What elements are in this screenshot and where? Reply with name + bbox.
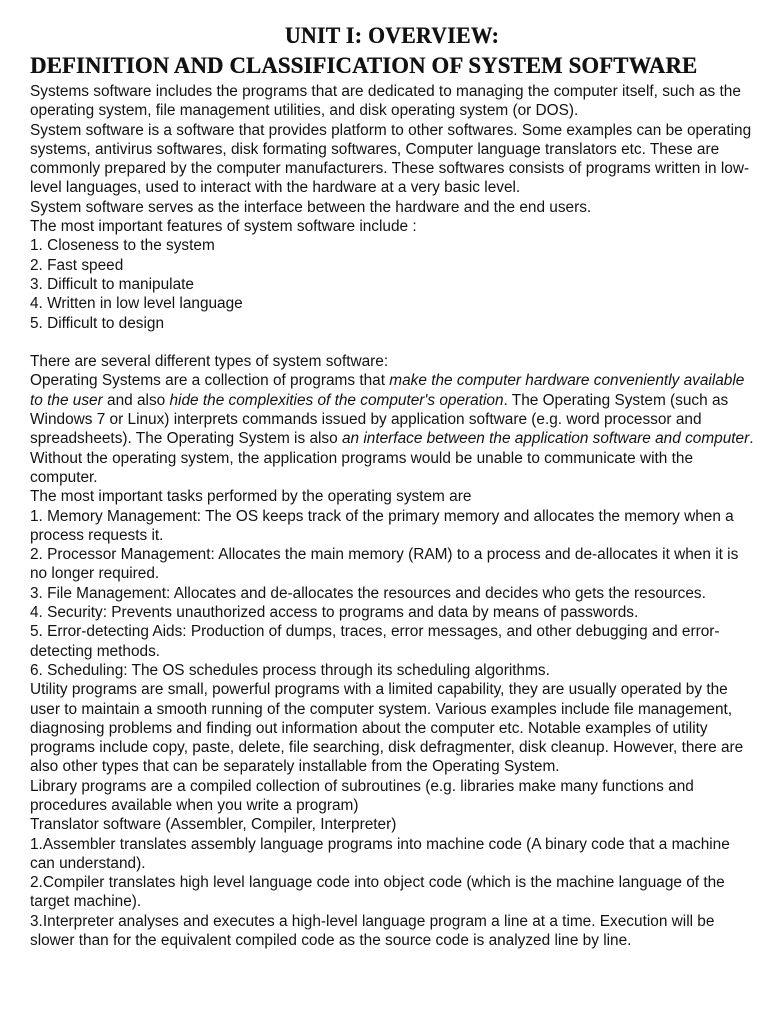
task-item: 5. Error-detecting Aids: Production of dumps, traces, error messages, and other debugging and error-detecting methods. xyxy=(30,623,720,660)
feature-item: 3. Difficult to manipulate xyxy=(30,275,194,293)
intro-paragraph-3: System software serves as the interface between the hardware and the end users. xyxy=(30,198,592,216)
os-text-part-4: . Without the operating system, the application programs would be unable to communicate with the computer. xyxy=(30,430,754,486)
library-programs-paragraph: Library programs are a compiled collection of subroutines (e.g. libraries make many functions and procedures available when you write a program) xyxy=(30,777,694,814)
intro-paragraph-2: System software is a software that provides platform to other softwares. Some examples can be operating systems, antivirus softwares, disk formating softwares, Computer language translators etc. These are commonly prepared by the computer manufacturers. These softwares consists of programs written in low-level languages, used to interact with the hardware at a very basic level. xyxy=(30,121,752,197)
features-lead: The most important features of system software include : xyxy=(30,218,417,236)
os-text-part-1: Operating Systems are a collection of programs that xyxy=(30,372,390,390)
task-item: 3. File Management: Allocates and de-allocates the resources and decides who gets the resources. xyxy=(30,584,706,602)
types-lead: There are several different types of system software: xyxy=(30,353,389,371)
feature-item: 5. Difficult to design xyxy=(30,314,165,332)
tasks-lead: The most important tasks performed by the operating system are xyxy=(30,488,472,506)
task-item: 4. Security: Prevents unauthorized access to programs and data by means of passwords. xyxy=(30,604,639,622)
os-italic-phrase-3: an interface between the application software and computer xyxy=(341,430,750,448)
paragraph-spacer xyxy=(30,333,754,352)
task-item: 2. Processor Management: Allocates the main memory (RAM) to a process and de-allocates it when it is no longer required. xyxy=(30,546,739,583)
task-item: 6. Scheduling: The OS schedules process through its scheduling algorithms. xyxy=(30,661,550,679)
document-body xyxy=(30,82,754,950)
feature-item: 4. Written in low level language xyxy=(30,295,243,313)
os-italic-phrase-2: hide the complexities of the computer's operation xyxy=(169,391,504,409)
page-subtitle: DEFINITION AND CLASSIFICATION OF SYSTEM SOFTWARE xyxy=(30,53,698,78)
utility-programs-paragraph: Utility programs are small, powerful programs with a limited capability, they are usually operated by the user to maintain a smooth running of the computer system. Various examples include file management, diagnosing problems and finding out information about the computer etc. Notable examples of utility programs include copy, paste, delete, file searching, disk defragmenter, disk cleanup. However, there are also other types that can be separately installable from the Operating System. xyxy=(30,681,744,776)
operating-systems-paragraph xyxy=(30,371,754,487)
translator-lead: Translator software (Assembler, Compiler, Interpreter) xyxy=(30,816,397,834)
translator-item: 2.Compiler translates high level language code into object code (which is the machine language of the target machine). xyxy=(30,874,725,911)
translator-item: 3.Interpreter analyses and executes a high-level language program a line at a time. Execution will be slower than for the equivalent compiled code as the source code is analyzed line by line. xyxy=(30,912,715,950)
intro-paragraph-1: Systems software includes the programs that are dedicated to managing the computer itself, such as the operating system, file management utilities, and disk operating system (or DOS). xyxy=(30,83,741,120)
os-text-part-3: . The Operating System (such as Windows 7 or Linux) interprets commands issued by application software (e.g. word processor and spreadsheets). The Operating System is also xyxy=(30,391,729,448)
feature-item: 1. Closeness to the system xyxy=(30,237,215,255)
document-heading-block xyxy=(30,22,754,80)
feature-item: 2. Fast speed xyxy=(30,256,124,274)
task-item: 1. Memory Management: The OS keeps track of the primary memory and allocates the memory when a process requests it. xyxy=(30,507,734,544)
translator-item: 1.Assembler translates assembly language programs into machine code (A binary code that a machine can understand). xyxy=(30,835,730,872)
os-text-part-2: and also xyxy=(102,391,170,409)
os-italic-phrase-1: make the computer hardware conveniently available to the user xyxy=(30,372,745,409)
page-title: UNIT I: OVERVIEW: xyxy=(284,23,500,48)
